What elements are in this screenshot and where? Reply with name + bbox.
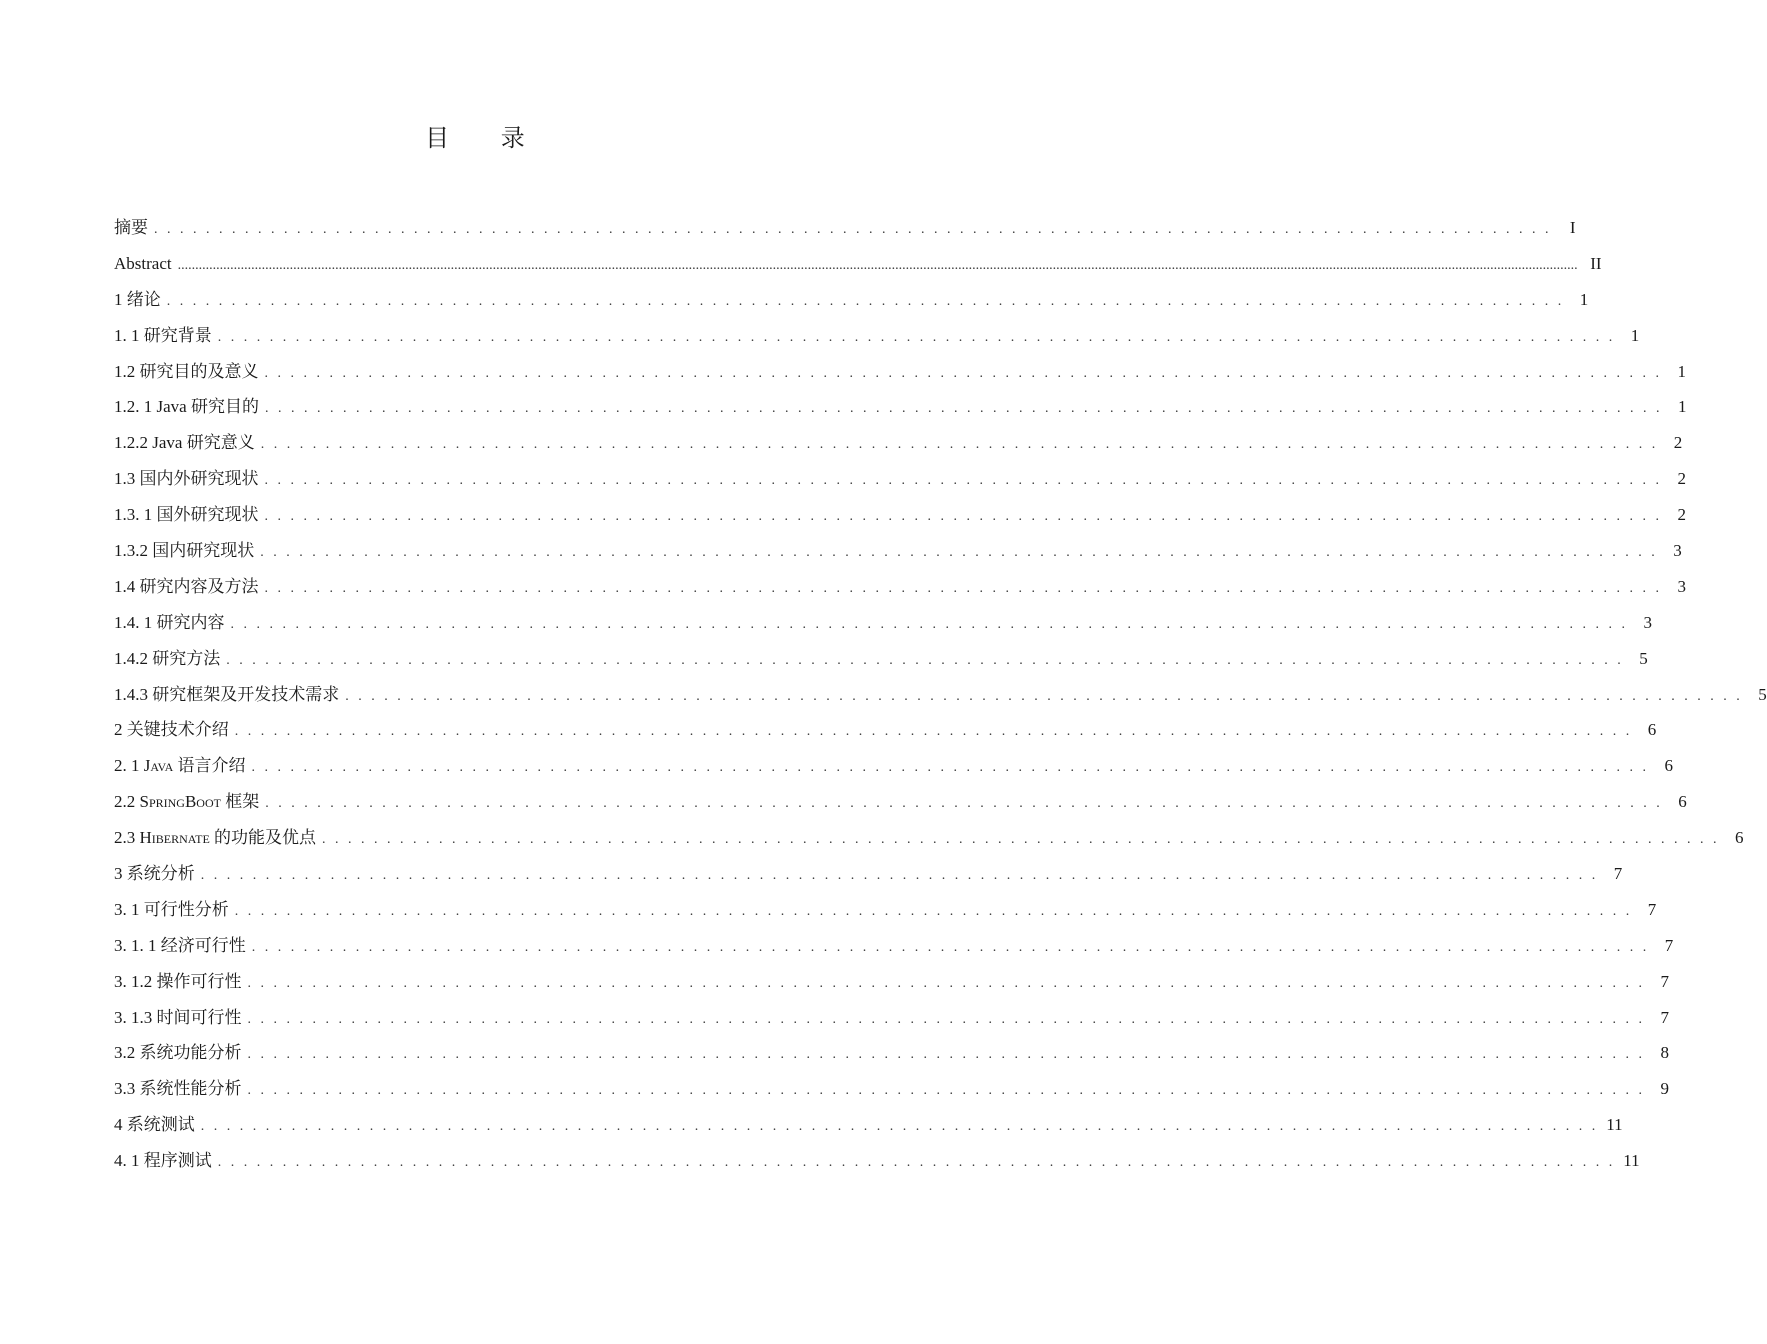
toc-entry-page: 7 — [1664, 935, 1674, 955]
toc-leader-dots: . . . . . . . . . . . . . . . . . . . . . . . . . . . . . . . . . . . . . . . . . . . . . . . . . . . . . . . . . . . . . . . . . . . . . . . . . . . . . . . . . . . . . . . . . . . . . . . . . . . . . . . . . . . . — [264, 580, 1662, 596]
toc-entry[interactable] — [114, 784, 1687, 820]
toc-entry[interactable] — [114, 964, 1669, 1000]
toc-entry-page: 3 — [1673, 541, 1682, 561]
toc-entry-label: 3. 1.3 时间可行性 — [114, 1007, 242, 1027]
toc-entry[interactable] — [114, 1035, 1669, 1071]
toc-list — [114, 210, 1767, 1179]
toc-leader-dots: . . . . . . . . . . . . . . . . . . . . . . . . . . . . . . . . . . . . . . . . . . . . . . . . . . . . . . . . . . . . . . . . . . . . . . . . . . . . . . . . . . . . . . . . . . . . . . . . . . . . . . . . . . . . — [264, 509, 1662, 525]
toc-leader-dots: . . . . . . . . . . . . . . . . . . . . . . . . . . . . . . . . . . . . . . . . . . . . . . . . . . . . . . . . . . . . . . . . . . . . . . . . . . . . . . . . . . . . . . . . . . . . . . . . . . . . . . . . . . . . — [260, 437, 1659, 453]
toc-entry[interactable] — [114, 1071, 1669, 1107]
toc-entry[interactable] — [114, 605, 1652, 641]
toc-entry[interactable] — [114, 1000, 1669, 1036]
toc-leader-dots: . . . . . . . . . . . . . . . . . . . . . . . . . . . . . . . . . . . . . . . . . . . . . . . . . . . . . . . . . . . . . . . . . . . . . . . . . . . . . . . . . . . . . . . . . . . . . . . . . . . . . . . . . . . . — [234, 903, 1633, 919]
toc-entry-page: 7 — [1613, 864, 1623, 884]
toc-entry-page: 11 — [1623, 1151, 1640, 1171]
toc-leader-dots: . . . . . . . . . . . . . . . . . . . . . . . . . . . . . . . . . . . . . . . . . . . . . . . . . . . . . . . . . . . . . . . . . . . . . . . . . . . . . . . . . . . . . . . . . . . . . . . . . . . . . . . . . . . . — [260, 545, 1658, 561]
toc-leader-dots: . . . . . . . . . . . . . . . . . . . . . . . . . . . . . . . . . . . . . . . . . . . . . . . . . . . . . . . . . . . . . . . . . . . . . . . . . . . . . . . . . . . . . . . . . . . . . . . . . . . . . . . . . . . . — [264, 473, 1662, 489]
toc-leader-dots: . . . . . . . . . . . . . . . . . . . . . . . . . . . . . . . . . . . . . . . . . . . . . . . . . . . . . . . . . . . . . . . . . . . . . . . . . . . . . . . . . . . . . . . . . . . . . . . . . . . . . . . . . . . . — [247, 975, 1645, 991]
toc-entry[interactable] — [114, 282, 1589, 318]
toc-entry-label: 3. 1.2 操作可行性 — [114, 971, 242, 991]
toc-title: 目 录 — [425, 124, 547, 152]
toc-entry-label: 1.2. 1 Java 研究目的 — [114, 397, 259, 417]
toc-entry[interactable] — [114, 1143, 1640, 1179]
toc-entry-page: II — [1590, 253, 1602, 273]
toc-leader-dots: . . . . . . . . . . . . . . . . . . . . . . . . . . . . . . . . . . . . . . . . . . . . . . . . . . . . . . . . . . . . . . . . . . . . . . . . . . . . . . . . . . . . . . . . . . . . . . . . . . . . . . . . . . . . — [247, 1011, 1645, 1027]
toc-entry[interactable] — [114, 389, 1687, 425]
toc-entry[interactable] — [114, 461, 1686, 497]
toc-entry-label: 2. 1 Java 语言介绍 — [114, 756, 246, 776]
toc-entry-label: 3.2 系统功能分析 — [114, 1043, 242, 1063]
toc-entry-page: 1 — [1677, 397, 1687, 417]
toc-entry-label: 1.4. 1 研究内容 — [114, 612, 225, 632]
toc-entry-page: 1 — [1579, 289, 1589, 309]
toc-entry[interactable] — [114, 677, 1767, 713]
toc-entry[interactable] — [114, 1107, 1623, 1143]
toc-entry-page: 5 — [1639, 648, 1648, 668]
toc-leader-dots: . . . . . . . . . . . . . . . . . . . . . . . . . . . . . . . . . . . . . . . . . . . . . . . . . . . . . . . . . . . . . . . . . . . . . . . . . . . . . . . . . . . . . . . . . . . . . . . . . . . . . . . . . . . . — [154, 222, 1552, 237]
toc-entry-label: 1.3 国内外研究现状 — [114, 469, 259, 489]
toc-leader-dots: . . . . . . . . . . . . . . . . . . . . . . . . . . . . . . . . . . . . . . . . . . . . . . . . . . . . . . . . . . . . . . . . . . . . . . . . . . . . . . . . . . . . . . . . . . . . . . . . . . . . . . . . . . . . — [264, 401, 1663, 417]
toc-leader-dots: . . . . . . . . . . . . . . . . . . . . . . . . . . . . . . . . . . . . . . . . . . . . . . . . . . . . . . . . . . . . . . . . . . . . . . . . . . . . . . . . . . . . . . . . . . . . . . . . . . . . . . . . . . . . — [166, 293, 1565, 309]
toc-entry-page: 1 — [1677, 361, 1686, 381]
toc-leader-dots: . . . . . . . . . . . . . . . . . . . . . . . . . . . . . . . . . . . . . . . . . . . . . . . . . . . . . . . . . . . . . . . . . . . . . . . . . . . . . . . . . . . . . . . . . . . . . . . . . . . . . . . . . . . . — [200, 1119, 1599, 1135]
toc-entry-label: 4. 1 程序测试 — [114, 1151, 212, 1171]
toc-entry-page: 6 — [1735, 828, 1744, 848]
toc-entry-label: 3 系统分析 — [114, 864, 195, 884]
toc-leader-dots: . . . . . . . . . . . . . . . . . . . . . . . . . . . . . . . . . . . . . . . . . . . . . . . . . . . . . . . . . . . . . . . . . . . . . . . . . . . . . . . . . . . . . . . . . . . . . . . . . . . . . . . . . . . . — [234, 724, 1633, 740]
toc-entry-label: 1.2.2 Java 研究意义 — [114, 433, 255, 453]
toc-entry-label: 1.3. 1 国外研究现状 — [114, 505, 259, 525]
toc-leader-dots: . . . . . . . . . . . . . . . . . . . . . . . . . . . . . . . . . . . . . . . . . . . . . . . . . . . . . . . . . . . . . . . . . . . . . . . . . . . . . . . . . . . . . . . . . . . . . . . . . . . . . . . . . . . . — [251, 760, 1650, 776]
toc-leader-dots: . . . . . . . . . . . . . . . . . . . . . . . . . . . . . . . . . . . . . . . . . . . . . . . . . . . . . . . . . . . . . . . . . . . . . . . . . . . . . . . . . . . . . . . . . . . . . . . . . . . . . . . . . . . . — [230, 616, 1628, 632]
toc-leader-dots: . . . . . . . . . . . . . . . . . . . . . . . . . . . . . . . . . . . . . . . . . . . . . . . . . . . . . . . . . . . . . . . . . . . . . . . . . . . . . . . . . . . . . . . . . . . . . . . . . . . . . . . . . . . . — [345, 688, 1743, 704]
toc-entry[interactable] — [114, 354, 1686, 390]
toc-entry[interactable] — [114, 569, 1686, 605]
toc-leader-dots: . . . . . . . . . . . . . . . . . . . . . . . . . . . . . . . . . . . . . . . . . . . . . . . . . . . . . . . . . . . . . . . . . . . . . . . . . . . . . . . . . . . . . . . . . . . . . . . . . . . . . . . . . . . . — [322, 832, 1720, 848]
toc-entry-page: 6 — [1647, 720, 1657, 740]
toc-entry[interactable] — [114, 246, 1602, 282]
toc-entry-page: 11 — [1606, 1115, 1623, 1135]
toc-entry[interactable] — [114, 856, 1623, 892]
toc-entry-label: 1.4 研究内容及方法 — [114, 576, 259, 596]
toc-entry[interactable] — [114, 497, 1686, 533]
toc-entry-label: 1.4.2 研究方法 — [114, 648, 221, 668]
toc-entry-page: 9 — [1660, 1079, 1669, 1099]
toc-entry-page: 2 — [1677, 505, 1686, 525]
toc-entry-label: 2.3 Hibernate 的功能及优点 — [114, 828, 317, 848]
toc-entry-page: I — [1569, 218, 1576, 237]
toc-entry[interactable] — [114, 210, 1576, 246]
toc-leader-dots: . . . . . . . . . . . . . . . . . . . . . . . . . . . . . . . . . . . . . . . . . . . . . . . . . . . . . . . . . . . . . . . . . . . . . . . . . . . . . . . . . . . . . . . . . . . . . . . . . . . . . . . . . . . . — [200, 868, 1599, 884]
toc-entry[interactable] — [114, 820, 1744, 856]
toc-entry[interactable] — [114, 533, 1682, 569]
toc-entry-label: 1.2 研究目的及意义 — [114, 361, 259, 381]
toc-entry-page: 7 — [1660, 971, 1669, 991]
toc-leader-dots: . . . . . . . . . . . . . . . . . . . . . . . . . . . . . . . . . . . . . . . . . . . . . . . . . . . . . . . . . . . . . . . . . . . . . . . . . . . . . . . . . . . . . . . . . . . . . . . . . . . . . . . . . . . . — [226, 652, 1624, 668]
toc-leader-dots: . . . . . . . . . . . . . . . . . . . . . . . . . . . . . . . . . . . . . . . . . . . . . . . . . . . . . . . . . . . . . . . . . . . . . . . . . . . . . . . . . . . . . . . . . . . . . . . . . . . . . . . . . . . . — [217, 1155, 1616, 1171]
toc-entry[interactable] — [114, 641, 1648, 677]
toc-entry[interactable] — [114, 318, 1640, 354]
toc-leader-dots: ................................................................................................................................................................................................................................................................................................................................................................................................................ — [177, 257, 1578, 273]
toc-entry-label: 3.3 系统性能分析 — [114, 1079, 242, 1099]
toc-leader-dots: . . . . . . . . . . . . . . . . . . . . . . . . . . . . . . . . . . . . . . . . . . . . . . . . . . . . . . . . . . . . . . . . . . . . . . . . . . . . . . . . . . . . . . . . . . . . . . . . . . . . . . . . . . . . — [247, 1083, 1645, 1099]
toc-entry-page: 3 — [1677, 576, 1686, 596]
toc-entry-page: 2 — [1673, 433, 1683, 453]
toc-entry-label: 2.2 SpringBoot 框架 — [114, 792, 260, 812]
toc-entry[interactable] — [114, 928, 1674, 964]
toc-entry[interactable] — [114, 748, 1674, 784]
toc-entry-label: 3. 1. 1 经济可行性 — [114, 935, 246, 955]
toc-entry-page: 2 — [1677, 469, 1686, 489]
toc-entry-page: 6 — [1678, 792, 1687, 812]
toc-entry-label: 3. 1 可行性分析 — [114, 899, 229, 919]
toc-entry-page: 8 — [1660, 1043, 1669, 1063]
toc-entry-page: 5 — [1758, 684, 1767, 704]
toc-entry[interactable] — [114, 425, 1683, 461]
toc-entry-label: Abstract — [114, 253, 172, 273]
toc-entry[interactable] — [114, 892, 1657, 928]
toc-entry-label: 1.3.2 国内研究现状 — [114, 541, 255, 561]
toc-entry-page: 1 — [1630, 325, 1640, 345]
toc-leader-dots: . . . . . . . . . . . . . . . . . . . . . . . . . . . . . . . . . . . . . . . . . . . . . . . . . . . . . . . . . . . . . . . . . . . . . . . . . . . . . . . . . . . . . . . . . . . . . . . . . . . . . . . . . . . . — [251, 939, 1650, 955]
toc-leader-dots: . . . . . . . . . . . . . . . . . . . . . . . . . . . . . . . . . . . . . . . . . . . . . . . . . . . . . . . . . . . . . . . . . . . . . . . . . . . . . . . . . . . . . . . . . . . . . . . . . . . . . . . . . . . . — [247, 1047, 1645, 1063]
toc-entry-label: 1. 1 研究背景 — [114, 325, 212, 345]
toc-entry-label: 摘要 — [114, 218, 148, 237]
toc-entry-page: 7 — [1660, 1007, 1669, 1027]
toc-entry-label: 1 绪论 — [114, 289, 161, 309]
toc-entry-page: 6 — [1664, 756, 1674, 776]
toc-entry-label: 4 系统测试 — [114, 1115, 195, 1135]
toc-entry[interactable] — [114, 712, 1657, 748]
toc-entry-label: 1.4.3 研究框架及开发技术需求 — [114, 684, 340, 704]
toc-leader-dots: . . . . . . . . . . . . . . . . . . . . . . . . . . . . . . . . . . . . . . . . . . . . . . . . . . . . . . . . . . . . . . . . . . . . . . . . . . . . . . . . . . . . . . . . . . . . . . . . . . . . . . . . . . . . — [217, 329, 1616, 345]
toc-entry-label: 2 关键技术介绍 — [114, 720, 229, 740]
toc-entry-page: 3 — [1643, 612, 1652, 632]
toc-leader-dots: . . . . . . . . . . . . . . . . . . . . . . . . . . . . . . . . . . . . . . . . . . . . . . . . . . . . . . . . . . . . . . . . . . . . . . . . . . . . . . . . . . . . . . . . . . . . . . . . . . . . . . . . . . . . — [264, 365, 1662, 381]
toc-entry-page: 7 — [1647, 899, 1657, 919]
toc-leader-dots: . . . . . . . . . . . . . . . . . . . . . . . . . . . . . . . . . . . . . . . . . . . . . . . . . . . . . . . . . . . . . . . . . . . . . . . . . . . . . . . . . . . . . . . . . . . . . . . . . . . . . . . . . . . . — [265, 796, 1663, 812]
